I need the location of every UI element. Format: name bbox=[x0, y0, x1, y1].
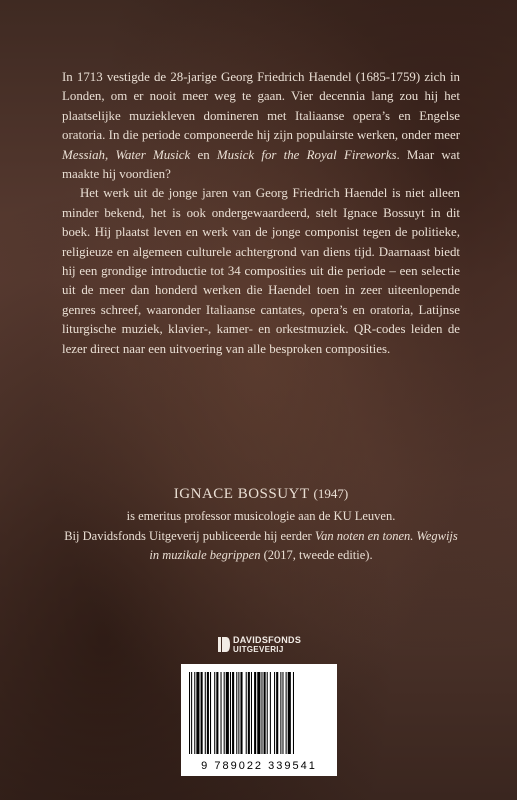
barcode-bar bbox=[196, 672, 199, 754]
isbn-number: 9 789022 339541 bbox=[201, 760, 317, 772]
publisher-mark-icon bbox=[218, 637, 230, 652]
work-title-messiah: Messiah bbox=[62, 147, 105, 162]
work-title-fireworks: Musick for the Royal Fireworks bbox=[216, 147, 397, 162]
author-bio bbox=[62, 486, 460, 566]
barcode-bar bbox=[205, 672, 206, 754]
barcode-bar bbox=[267, 672, 268, 754]
barcode-bar bbox=[254, 672, 256, 754]
barcode-bar bbox=[270, 672, 271, 754]
barcode-bar bbox=[240, 672, 242, 754]
barcode-bar bbox=[261, 672, 262, 754]
publisher-name-line-1: DAVIDSFONDS bbox=[233, 635, 302, 645]
author-years: (1947) bbox=[313, 486, 349, 501]
barcode-bar bbox=[226, 672, 229, 754]
barcode-bar bbox=[207, 672, 209, 754]
previous-book-title: Van noten en tonen. Wegwijs in muzikale begrippen bbox=[149, 528, 458, 562]
barcode-bar bbox=[191, 672, 192, 754]
author-name-line bbox=[62, 486, 460, 503]
blurb-p1-separator: en bbox=[190, 147, 217, 162]
barcode-bar bbox=[246, 672, 247, 754]
blurb-paragraph-2: Het werk uit de jonge jaren van Georg Friedrich Haendel is niet alleen minder bekend, het is ook ondergewaardeerd, stelt Ignace Bossuyt in dit boek. Hij plaatst leven en werk van de jonge componist tegen de politieke, religieuze en algemeen culturele achtergrond van diens tijd. Daarnaast biedt hij een grondige introductie tot 34 composities uit die periode – een selectie uit de meer dan honderd werken die Haendel toen in zeer uiteenlopende genres schreef, waaronder Italiaanse cantates, opera’s en oratoria, Latijnse liturgische muziek, klavier-, kamer- en orkestmuziek. QR-codes leiden de lezer direct naar een uitvoering van alle besproken composities. bbox=[62, 186, 460, 356]
barcode-bar bbox=[236, 672, 237, 754]
blurb-p1-separator: , bbox=[104, 147, 116, 162]
barcode-bar bbox=[293, 672, 294, 754]
publisher-name-line-2: UITGEVERIJ bbox=[233, 645, 284, 654]
publisher-logo bbox=[218, 634, 300, 656]
barcode-bar bbox=[230, 672, 231, 754]
barcode-bar bbox=[210, 672, 211, 754]
barcode-bar bbox=[189, 672, 190, 754]
author-bio-line-2 bbox=[62, 527, 460, 566]
author-name: IGNACE BOSSUYT bbox=[173, 486, 310, 502]
author-bio-text-end: (2017, tweede editie). bbox=[260, 548, 373, 562]
barcode-bar bbox=[194, 672, 195, 754]
blurb-paragraph-1 bbox=[62, 68, 460, 184]
barcode-bar bbox=[224, 672, 225, 754]
barcode-bar bbox=[232, 672, 234, 754]
barcode-bar bbox=[248, 672, 250, 754]
barcode-bar bbox=[216, 672, 218, 754]
barcode-bar bbox=[282, 672, 283, 754]
barcode-bar bbox=[214, 672, 215, 754]
author-bio-text: Bij Davidsfonds Uitgeverij publiceerde hij eerder bbox=[64, 528, 315, 543]
blurb-p1-end: . Maar wat maakte hij voordien? bbox=[62, 147, 460, 182]
barcode-bar bbox=[238, 672, 239, 754]
barcode-bar bbox=[201, 672, 203, 754]
barcode-bar bbox=[276, 672, 278, 754]
author-bio-line-1: is emeritus professor musicologie aan de KU Leuven. bbox=[126, 509, 396, 523]
barcode-bars bbox=[189, 672, 329, 754]
barcode-bar bbox=[251, 672, 252, 754]
barcode-bar bbox=[264, 672, 266, 754]
barcode-bar bbox=[286, 672, 287, 754]
blurb-text bbox=[62, 68, 460, 359]
blurb-p1-text: In 1713 vestigde de 28-jarige Georg Friedrich Haendel (1685-1759) zich in Londen, om er nooit meer weg te gaan. Vier decennia lang zou hij het plaatselijke muziekleven domineren met Italiaanse opera’s en Engelse oratoria. In die periode componeerde hij zijn populairste werken, onder meer bbox=[62, 70, 460, 143]
barcode-bar bbox=[280, 672, 281, 754]
barcode-bar bbox=[288, 672, 291, 754]
barcode bbox=[181, 664, 337, 776]
work-title-water-musick: Water Musick bbox=[115, 147, 191, 162]
barcode-bar bbox=[274, 672, 275, 754]
barcode-bar bbox=[257, 672, 260, 754]
barcode-bar bbox=[221, 672, 222, 754]
